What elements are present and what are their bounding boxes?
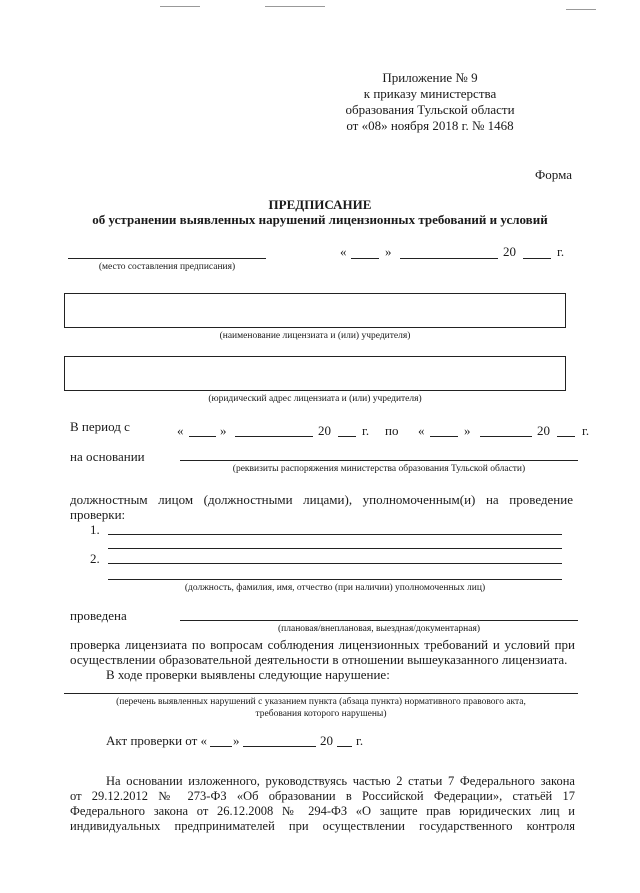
official-2-field-continued[interactable] xyxy=(108,579,562,580)
act-year-field[interactable] xyxy=(337,746,352,747)
period-label: В период с xyxy=(70,419,130,434)
final-paragraph-line-3 xyxy=(70,804,575,819)
document-subtitle: об устранении выявленных нарушений лицензионных требований и условий xyxy=(92,212,548,227)
scan-mark xyxy=(265,6,325,7)
date-open-quote: « xyxy=(340,244,347,259)
official-1-field-continued[interactable] xyxy=(108,548,562,549)
basis-label: на основании xyxy=(70,449,145,464)
period-to-open-quote: « xyxy=(418,423,425,438)
list-number-2: 2. xyxy=(90,551,100,566)
scan-mark xyxy=(160,6,200,7)
act-year-suffix: г. xyxy=(356,733,364,748)
act-day-field[interactable] xyxy=(210,746,232,747)
period-from-year-suffix: г. xyxy=(362,423,370,438)
act-month-field[interactable] xyxy=(243,746,316,747)
check-type-caption: (плановая/внеплановая, выездная/документарная) xyxy=(278,624,480,634)
period-to-month-field[interactable] xyxy=(480,436,532,437)
date-close-quote: » xyxy=(385,244,392,259)
official-1-field[interactable] xyxy=(108,534,562,535)
header-line-1: Приложение № 9 xyxy=(382,70,478,85)
officials-text-2: проверки: xyxy=(70,507,126,522)
period-from-close-quote: » xyxy=(220,423,227,438)
licensee-name-field[interactable] xyxy=(64,293,566,328)
check-text-2: осуществлении образовательной деятельности в отношении вышеуказанного лицензиата. xyxy=(70,652,568,667)
header-line-2: к приказу министерства xyxy=(363,86,497,101)
period-from-day-field[interactable] xyxy=(189,436,216,437)
place-caption: (место составления предписания) xyxy=(98,262,236,272)
final-paragraph xyxy=(70,774,575,834)
final-paragraph-line-2 xyxy=(70,789,575,804)
header-line-4: от «08» ноября 2018 г. № 1468 xyxy=(346,118,514,133)
conducted-label: проведена xyxy=(70,608,127,623)
act-prefix: Акт проверки от « xyxy=(106,733,208,748)
violations-caption-1: (перечень выявленных нарушений с указанием пункта (абзаца пункта) нормативного правового акта, xyxy=(116,697,526,707)
period-from-year-prefix: 20 xyxy=(318,423,331,438)
date-year-field[interactable] xyxy=(523,258,551,259)
form-label: Форма xyxy=(535,167,572,182)
violations-field[interactable] xyxy=(64,693,578,694)
officials-text-1: должностным лицом (должностными лицами), уполномоченным(и) на проведение xyxy=(70,492,573,507)
period-to-year-field[interactable] xyxy=(557,436,575,437)
period-to-year-prefix: 20 xyxy=(537,423,550,438)
scan-mark xyxy=(566,9,596,10)
basis-caption: (реквизиты распоряжения министерства образования Тульской области) xyxy=(232,464,526,474)
basis-field[interactable] xyxy=(180,460,578,461)
period-to-year-suffix: г. xyxy=(582,423,590,438)
date-year-prefix: 20 xyxy=(503,244,516,259)
period-from-year-field[interactable] xyxy=(338,436,356,437)
act-year-prefix: 20 xyxy=(320,733,333,748)
final-line-2: от 29.12.2012 № 273-ФЗ «Об образовании в Российской Федерации», статьёй 17 xyxy=(70,789,575,803)
officials-caption: (должность, фамилия, имя, отчество (при наличии) уполномоченных лиц) xyxy=(184,583,486,593)
date-month-field[interactable] xyxy=(400,258,498,259)
header-line-3: образования Тульской области xyxy=(345,102,515,117)
final-line-3: Федерального закона от 26.12.2008 № 294-ФЗ «О защите прав юридических лиц и xyxy=(70,804,575,818)
final-line-1: На основании изложенного, руководствуясь частью 2 статьи 7 Федерального закона xyxy=(106,774,575,788)
date-day-field[interactable] xyxy=(351,258,379,259)
act-close-quote: » xyxy=(233,733,240,748)
licensee-address-caption: (юридический адрес лицензиата и (или) учредителя) xyxy=(208,394,422,404)
period-to-label: по xyxy=(385,423,399,438)
found-text: В ходе проверки выявлены следующие нарушение: xyxy=(106,667,390,682)
final-line-4: индивидуальных предпринимателей при осуществлении государственного контроля xyxy=(70,819,575,833)
period-to-day-field[interactable] xyxy=(430,436,458,437)
check-type-field[interactable] xyxy=(180,620,578,621)
check-text-1: проверка лицензиата по вопросам соблюдения лицензионных требований и условий при xyxy=(70,637,575,652)
official-2-field[interactable] xyxy=(108,563,562,564)
officials-text-line-1 xyxy=(70,492,573,508)
period-from-open-quote: « xyxy=(177,423,184,438)
licensee-address-field[interactable] xyxy=(64,356,566,391)
check-text-line-1 xyxy=(70,637,575,653)
date-year-suffix: г. xyxy=(557,244,565,259)
period-from-month-field[interactable] xyxy=(235,436,313,437)
list-number-1: 1. xyxy=(90,522,100,537)
licensee-name-caption: (наименование лицензиата и (или) учредителя) xyxy=(219,331,411,341)
period-to-close-quote: » xyxy=(464,423,471,438)
final-paragraph-line-1 xyxy=(70,774,575,789)
violations-caption-2: требования которого нарушены) xyxy=(255,709,387,719)
place-field[interactable] xyxy=(68,258,266,259)
document-title: ПРЕДПИСАНИЕ xyxy=(268,197,372,212)
final-paragraph-line-4 xyxy=(70,819,575,834)
header-block xyxy=(330,70,530,134)
